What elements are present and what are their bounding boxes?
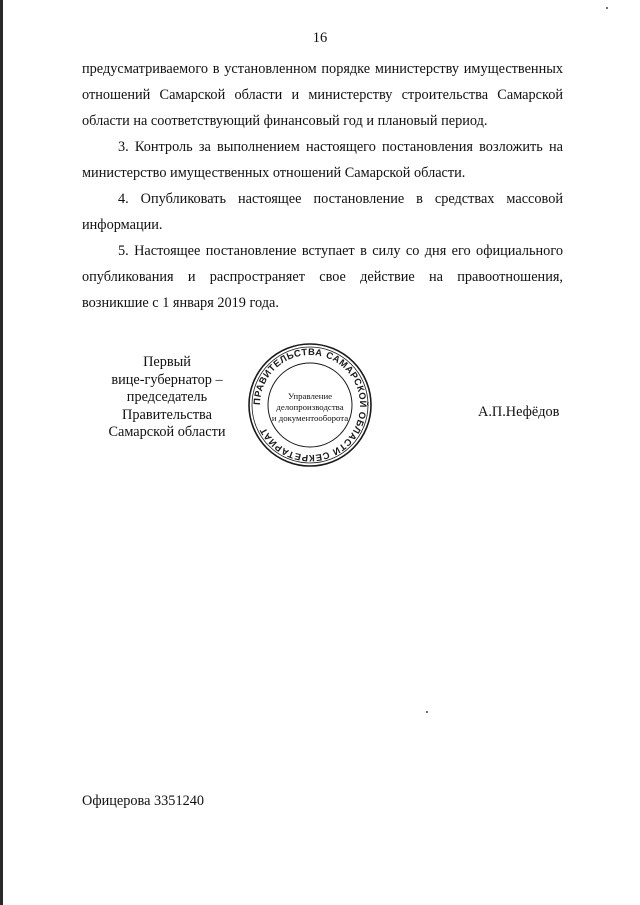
seal-line: делопроизводства — [276, 402, 344, 412]
scan-speck — [606, 7, 608, 9]
seal-line: Управление — [287, 391, 333, 401]
scan-edge — [0, 0, 3, 905]
seal-ring-text: ПРАВИТЕЛЬСТВА САМАРСКОЙ ОБЛАСТИ СЕКРЕТАРИАТ — [250, 345, 370, 465]
signatory-title-line: вице-губернатор – — [111, 371, 223, 388]
document-body — [82, 56, 563, 316]
signatory-title-line: Самарской области — [108, 424, 226, 440]
paragraph-continuation: предусматриваемого в установленном порядке министерству имущественных отношений Самарской области и министерству строительства Самарской области на соответствующий финансовый год и плановый период. — [82, 61, 563, 129]
paragraph-5: 5. Настоящее постановление вступает в силу со дня его официального опубликования и распространяет свое действие на правоотношения, возникшие с 1 января 2019 года. — [82, 243, 563, 311]
paragraph-3: 3. Контроль за выполнением настоящего постановления возложить на министерство имущественных отношений Самарской области. — [82, 139, 563, 181]
paragraph-4: 4. Опубликовать настоящее постановление в средствах массовой информации. — [82, 191, 563, 233]
signatory-title-line: председатель Правительства — [122, 389, 212, 423]
seal-line: и документооборота — [271, 413, 349, 423]
signatory-title-line: Первый — [143, 354, 191, 370]
signatory-title — [86, 354, 248, 442]
executor-contact: Офицерова 3351240 — [82, 793, 205, 809]
signatory-name: А.П.Нефёдов — [478, 404, 560, 420]
scan-speck — [426, 711, 428, 713]
page-number: 16 — [312, 30, 328, 46]
official-seal — [247, 342, 373, 468]
